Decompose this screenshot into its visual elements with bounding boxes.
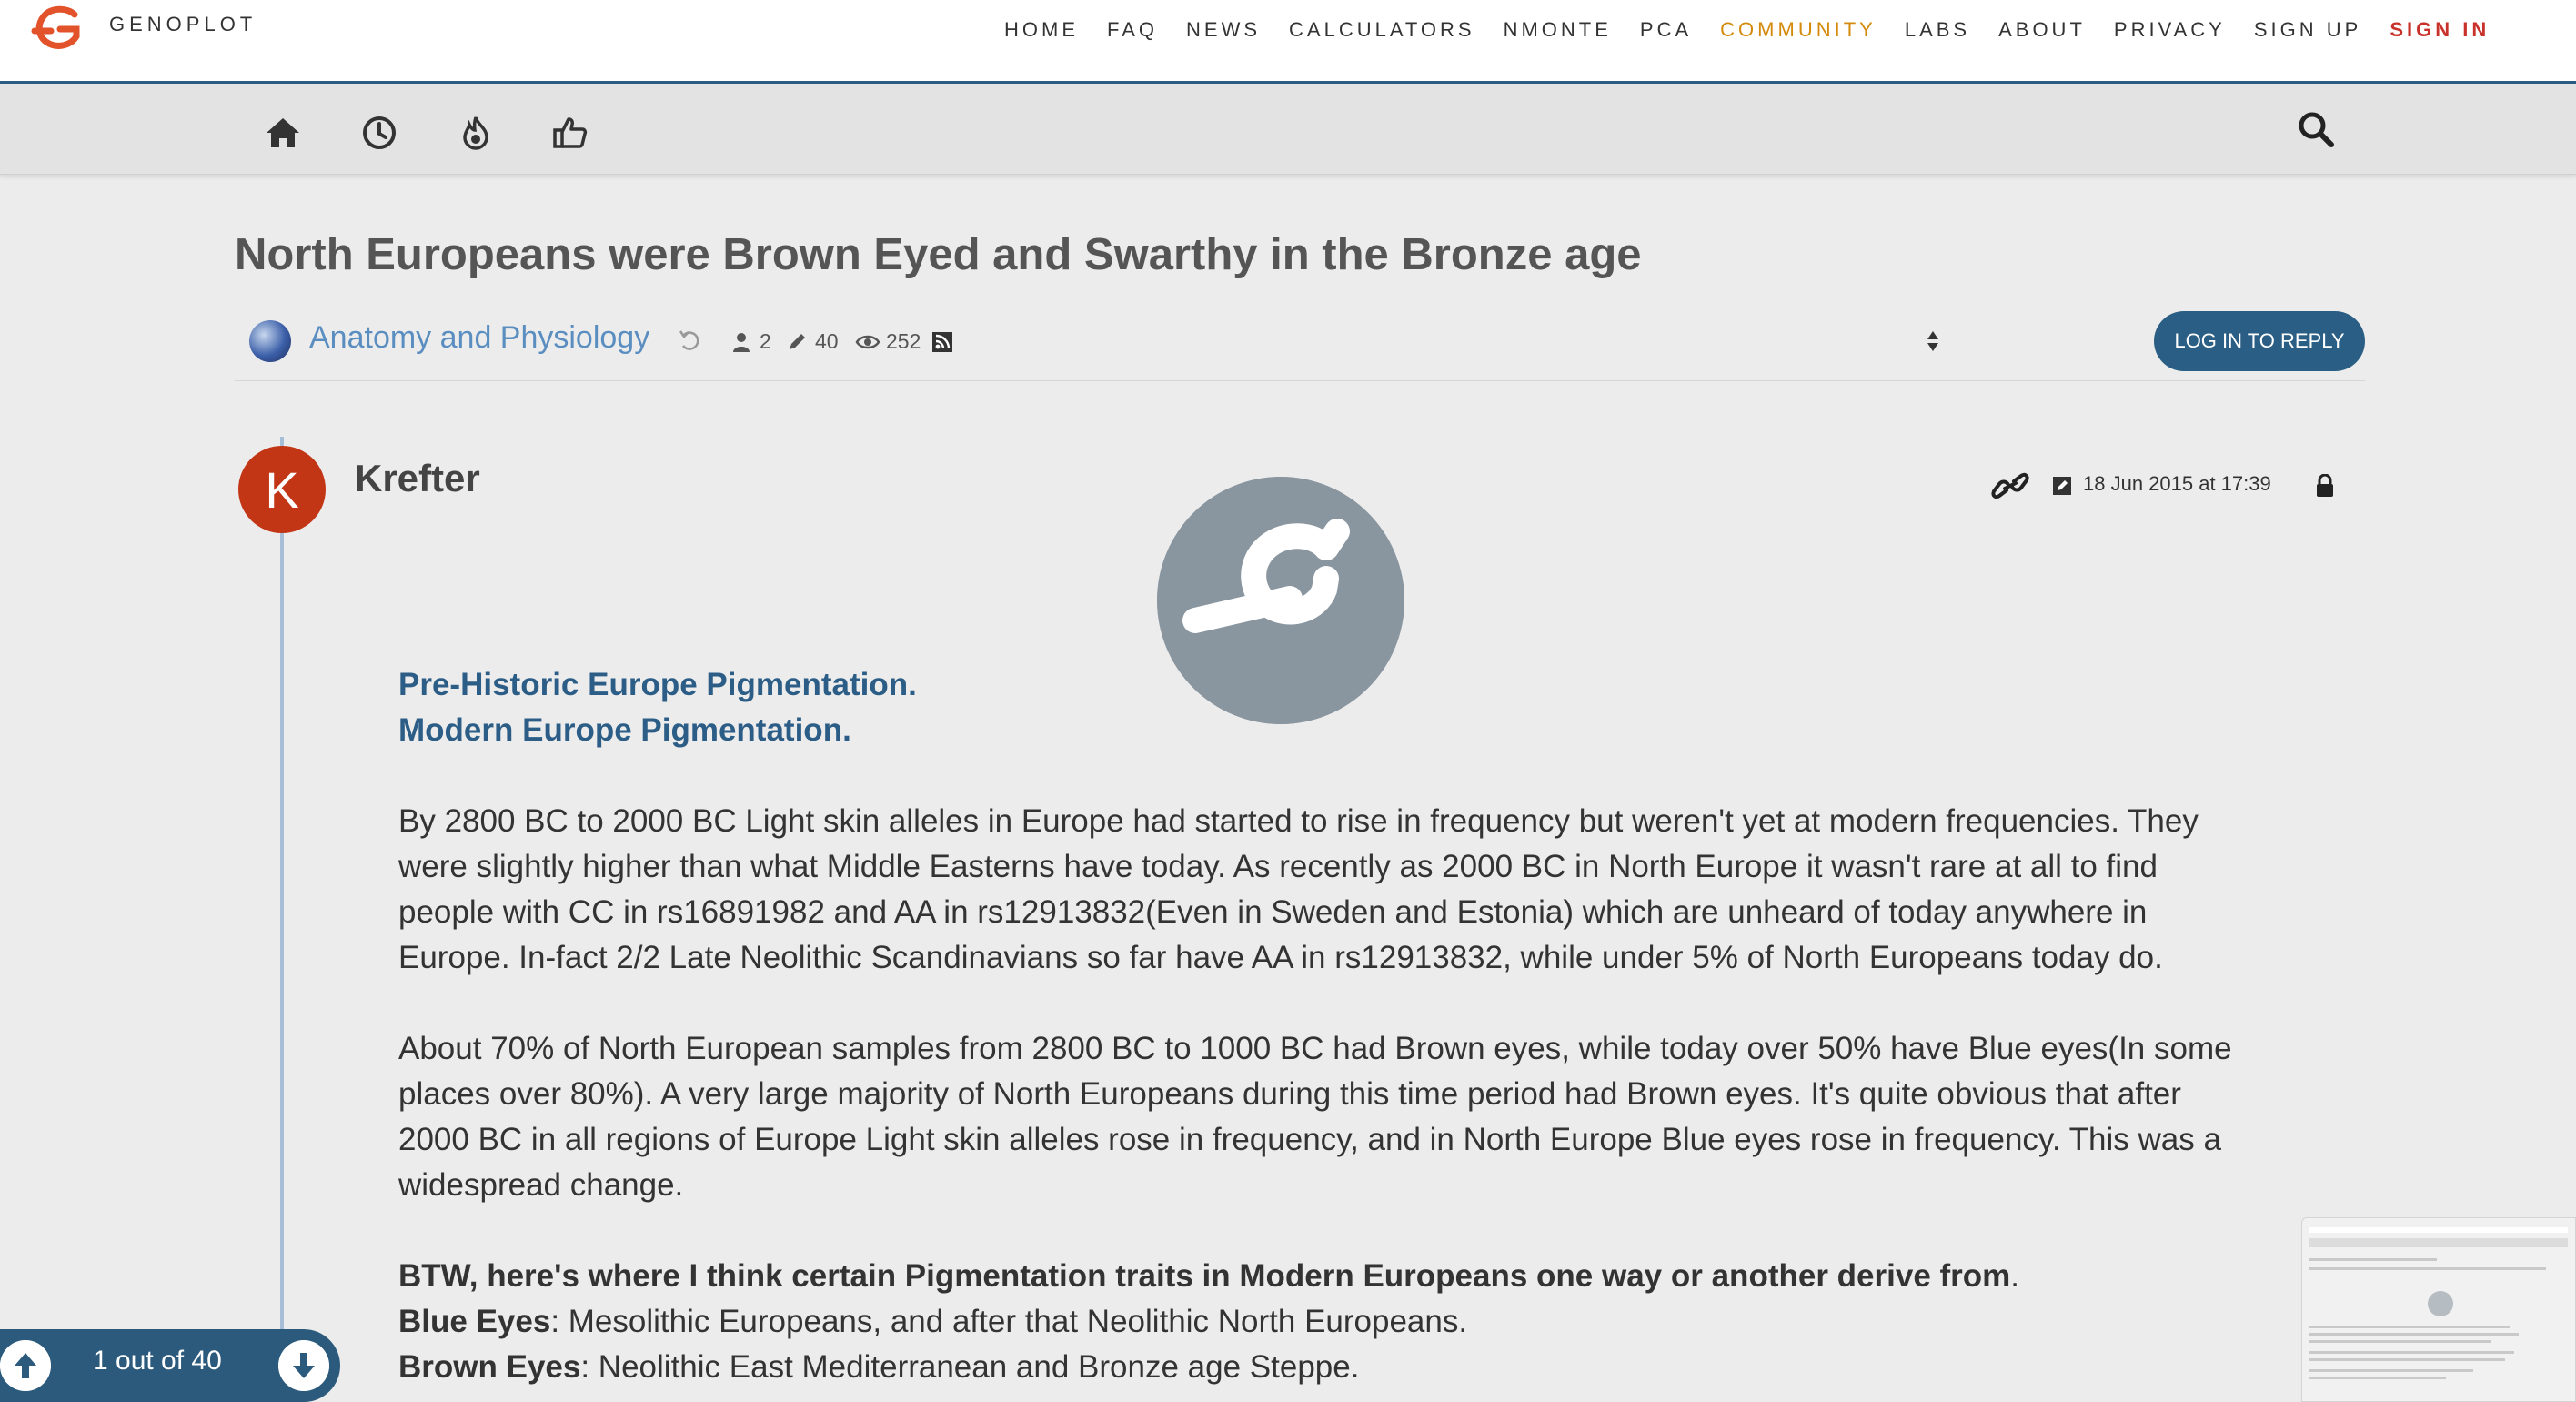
post-date[interactable]: 18 Jun 2015 at 17:39: [2083, 472, 2271, 495]
posts-count: 40: [815, 329, 839, 353]
topic-title: North Europeans were Brown Eyed and Swarthy in the Bronze age: [235, 230, 1642, 279]
brown-eyes-text: : Neolithic East Mediterranean and Bronze age Steppe.: [580, 1349, 1360, 1385]
rss-icon[interactable]: [931, 331, 953, 353]
avatar[interactable]: K: [238, 446, 326, 533]
fire-icon[interactable]: [457, 114, 495, 152]
log-in-to-reply-button[interactable]: LOG IN TO REPLY: [2154, 311, 2365, 371]
post-paragraph: About 70% of North European samples from 2800 BC to 1000 BC had Brown eyes, while today over 50% have Blue eyes(In some places over 80%). A very large majority of North Europeans during this time period had Brown eyes. It's quite obvious that after 2000 BC in all regions of Europe Light skin alleles rose in frequency, and in North Europe Blue eyes rose in frequency. This was a widespread change.: [398, 1031, 2232, 1203]
post-tools: [1990, 469, 2354, 505]
topic-meta: [247, 313, 2363, 368]
arrow-down-icon[interactable]: [278, 1340, 329, 1391]
undo-icon[interactable]: [679, 328, 702, 353]
sort-icon[interactable]: [1927, 329, 1939, 353]
posters-icon: [731, 331, 751, 353]
blue-eyes-text: : Mesolithic Europeans, and after that Neolithic North Europeans.: [550, 1304, 1468, 1339]
blue-eyes-label: Blue Eyes: [398, 1304, 551, 1339]
pagination-text[interactable]: 1 out of 40: [93, 1346, 222, 1376]
nav-link-about[interactable]: ABOUT: [1998, 18, 2086, 41]
main-nav: [1004, 18, 2490, 42]
nav-link-faq[interactable]: FAQ: [1107, 18, 1159, 41]
thumbs-up-icon[interactable]: [551, 114, 589, 152]
post-pagination: [0, 1329, 340, 1402]
nav-link-sign-up[interactable]: SIGN UP: [2253, 18, 2362, 41]
nav-link-pca[interactable]: PCA: [1639, 18, 1693, 41]
post-timeline: [280, 437, 284, 1402]
post-links: [398, 662, 2254, 753]
btw-end: .: [2010, 1258, 2020, 1294]
genoplot-logo-icon[interactable]: [31, 5, 87, 49]
arrow-up-icon[interactable]: [0, 1340, 51, 1391]
pre-historic-pigmentation-link[interactable]: Pre-Historic Europe Pigmentation.: [398, 667, 917, 702]
brand-name[interactable]: GENOPLOT: [109, 13, 257, 35]
btw-heading: BTW, here's where I think certain Pigmentation traits in Modern Europeans one way or another derive from: [398, 1258, 2011, 1294]
nav-link-nmonte[interactable]: NMONTE: [1503, 18, 1612, 41]
nav-link-privacy[interactable]: PRIVACY: [2113, 18, 2226, 41]
category-link[interactable]: Anatomy and Physiology: [309, 320, 650, 355]
brown-eyes-label: Brown Eyes: [398, 1349, 581, 1385]
nav-link-news[interactable]: NEWS: [1186, 18, 1262, 41]
divider: [235, 380, 2365, 381]
posters-count: 2: [760, 329, 771, 353]
category-icon[interactable]: [249, 320, 291, 362]
forum-toolbar: [0, 84, 2576, 175]
nav-link-home[interactable]: HOME: [1004, 18, 1079, 41]
author-name[interactable]: Krefter: [355, 457, 480, 499]
top-navbar: [0, 0, 2576, 84]
post-paragraph: [398, 1254, 2254, 1390]
clock-icon[interactable]: [360, 114, 398, 152]
eye-icon: [855, 333, 880, 351]
search-icon[interactable]: [2296, 109, 2336, 149]
lock-icon: [2314, 474, 2336, 498]
permalink-icon[interactable]: [1990, 470, 2030, 501]
home-icon[interactable]: [264, 114, 302, 152]
page-minimap[interactable]: [2301, 1217, 2576, 1402]
nav-link-sign-in[interactable]: SIGN IN: [2390, 18, 2490, 41]
views-count: 252: [886, 329, 921, 353]
modern-pigmentation-link[interactable]: Modern Europe Pigmentation.: [398, 712, 851, 748]
pencil-icon: [786, 331, 808, 353]
post-content: [398, 662, 2254, 1390]
nav-link-labs[interactable]: LABS: [1904, 18, 1971, 41]
edit-icon: [2052, 476, 2072, 496]
post-paragraph: By 2800 BC to 2000 BC Light skin alleles in Europe had started to rise in frequency but weren't yet at modern frequencies. They were slightly higher than what Middle Easterns have today. As recently as 2000 BC in North Europe it wasn't rare at all to find people with CC in rs16891982 and AA in rs12913832(Even in Sweden and Estonia) which are unheard of today anywhere in Europe. In-fact 2/2 Late Neolithic Scandinavians so far have AA in rs12913832, while under 5% of North Europeans today do.: [398, 803, 2199, 975]
nav-link-calculators[interactable]: CALCULATORS: [1289, 18, 1475, 41]
nav-link-community[interactable]: COMMUNITY: [1720, 18, 1877, 41]
